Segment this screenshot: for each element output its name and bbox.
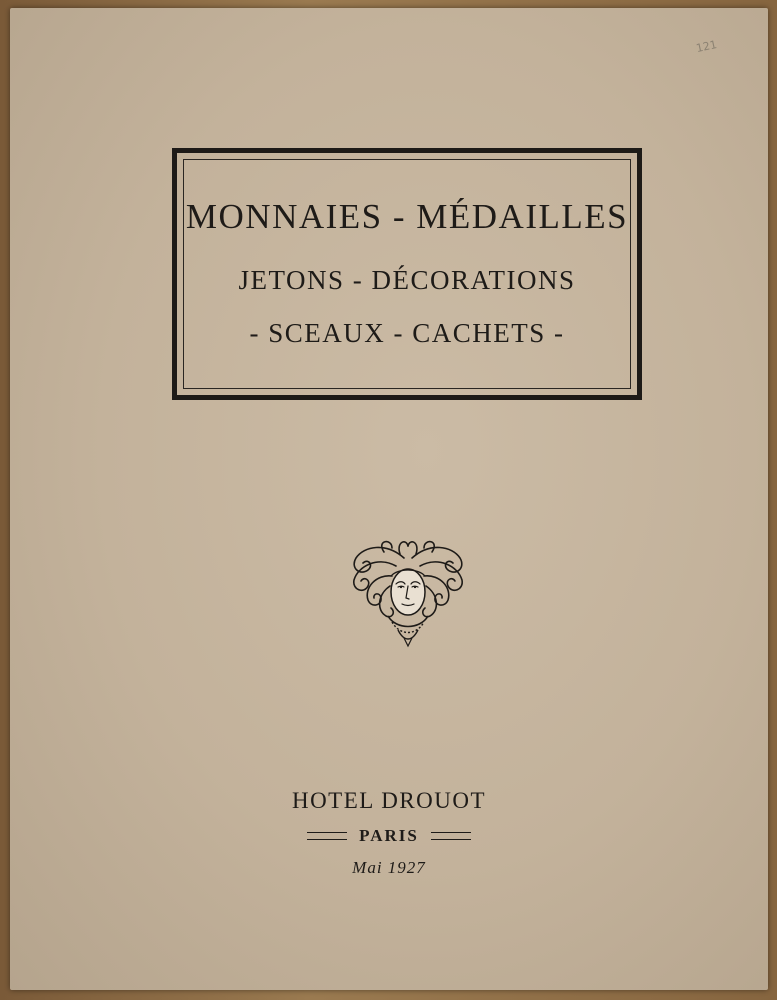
- medusa-head-icon: [346, 536, 470, 648]
- title-main: MONNAIES - MÉDAILLES: [185, 197, 629, 236]
- title-frame: [172, 148, 642, 400]
- double-rule-right: [431, 832, 471, 840]
- pencil-note: 121: [694, 37, 719, 56]
- catalogue-cover: [10, 8, 768, 990]
- auction-venue: HOTEL DROUOT: [291, 788, 487, 813]
- title-subtitle-1: JETONS - DÉCORATIONS: [238, 265, 576, 295]
- auction-city: PARIS: [359, 826, 419, 845]
- city-row: [10, 823, 768, 849]
- auction-date: Mai 1927: [352, 858, 426, 877]
- title-subtitle-2: - SCEAUX - CACHETS -: [249, 318, 565, 348]
- double-rule-left: [307, 832, 347, 840]
